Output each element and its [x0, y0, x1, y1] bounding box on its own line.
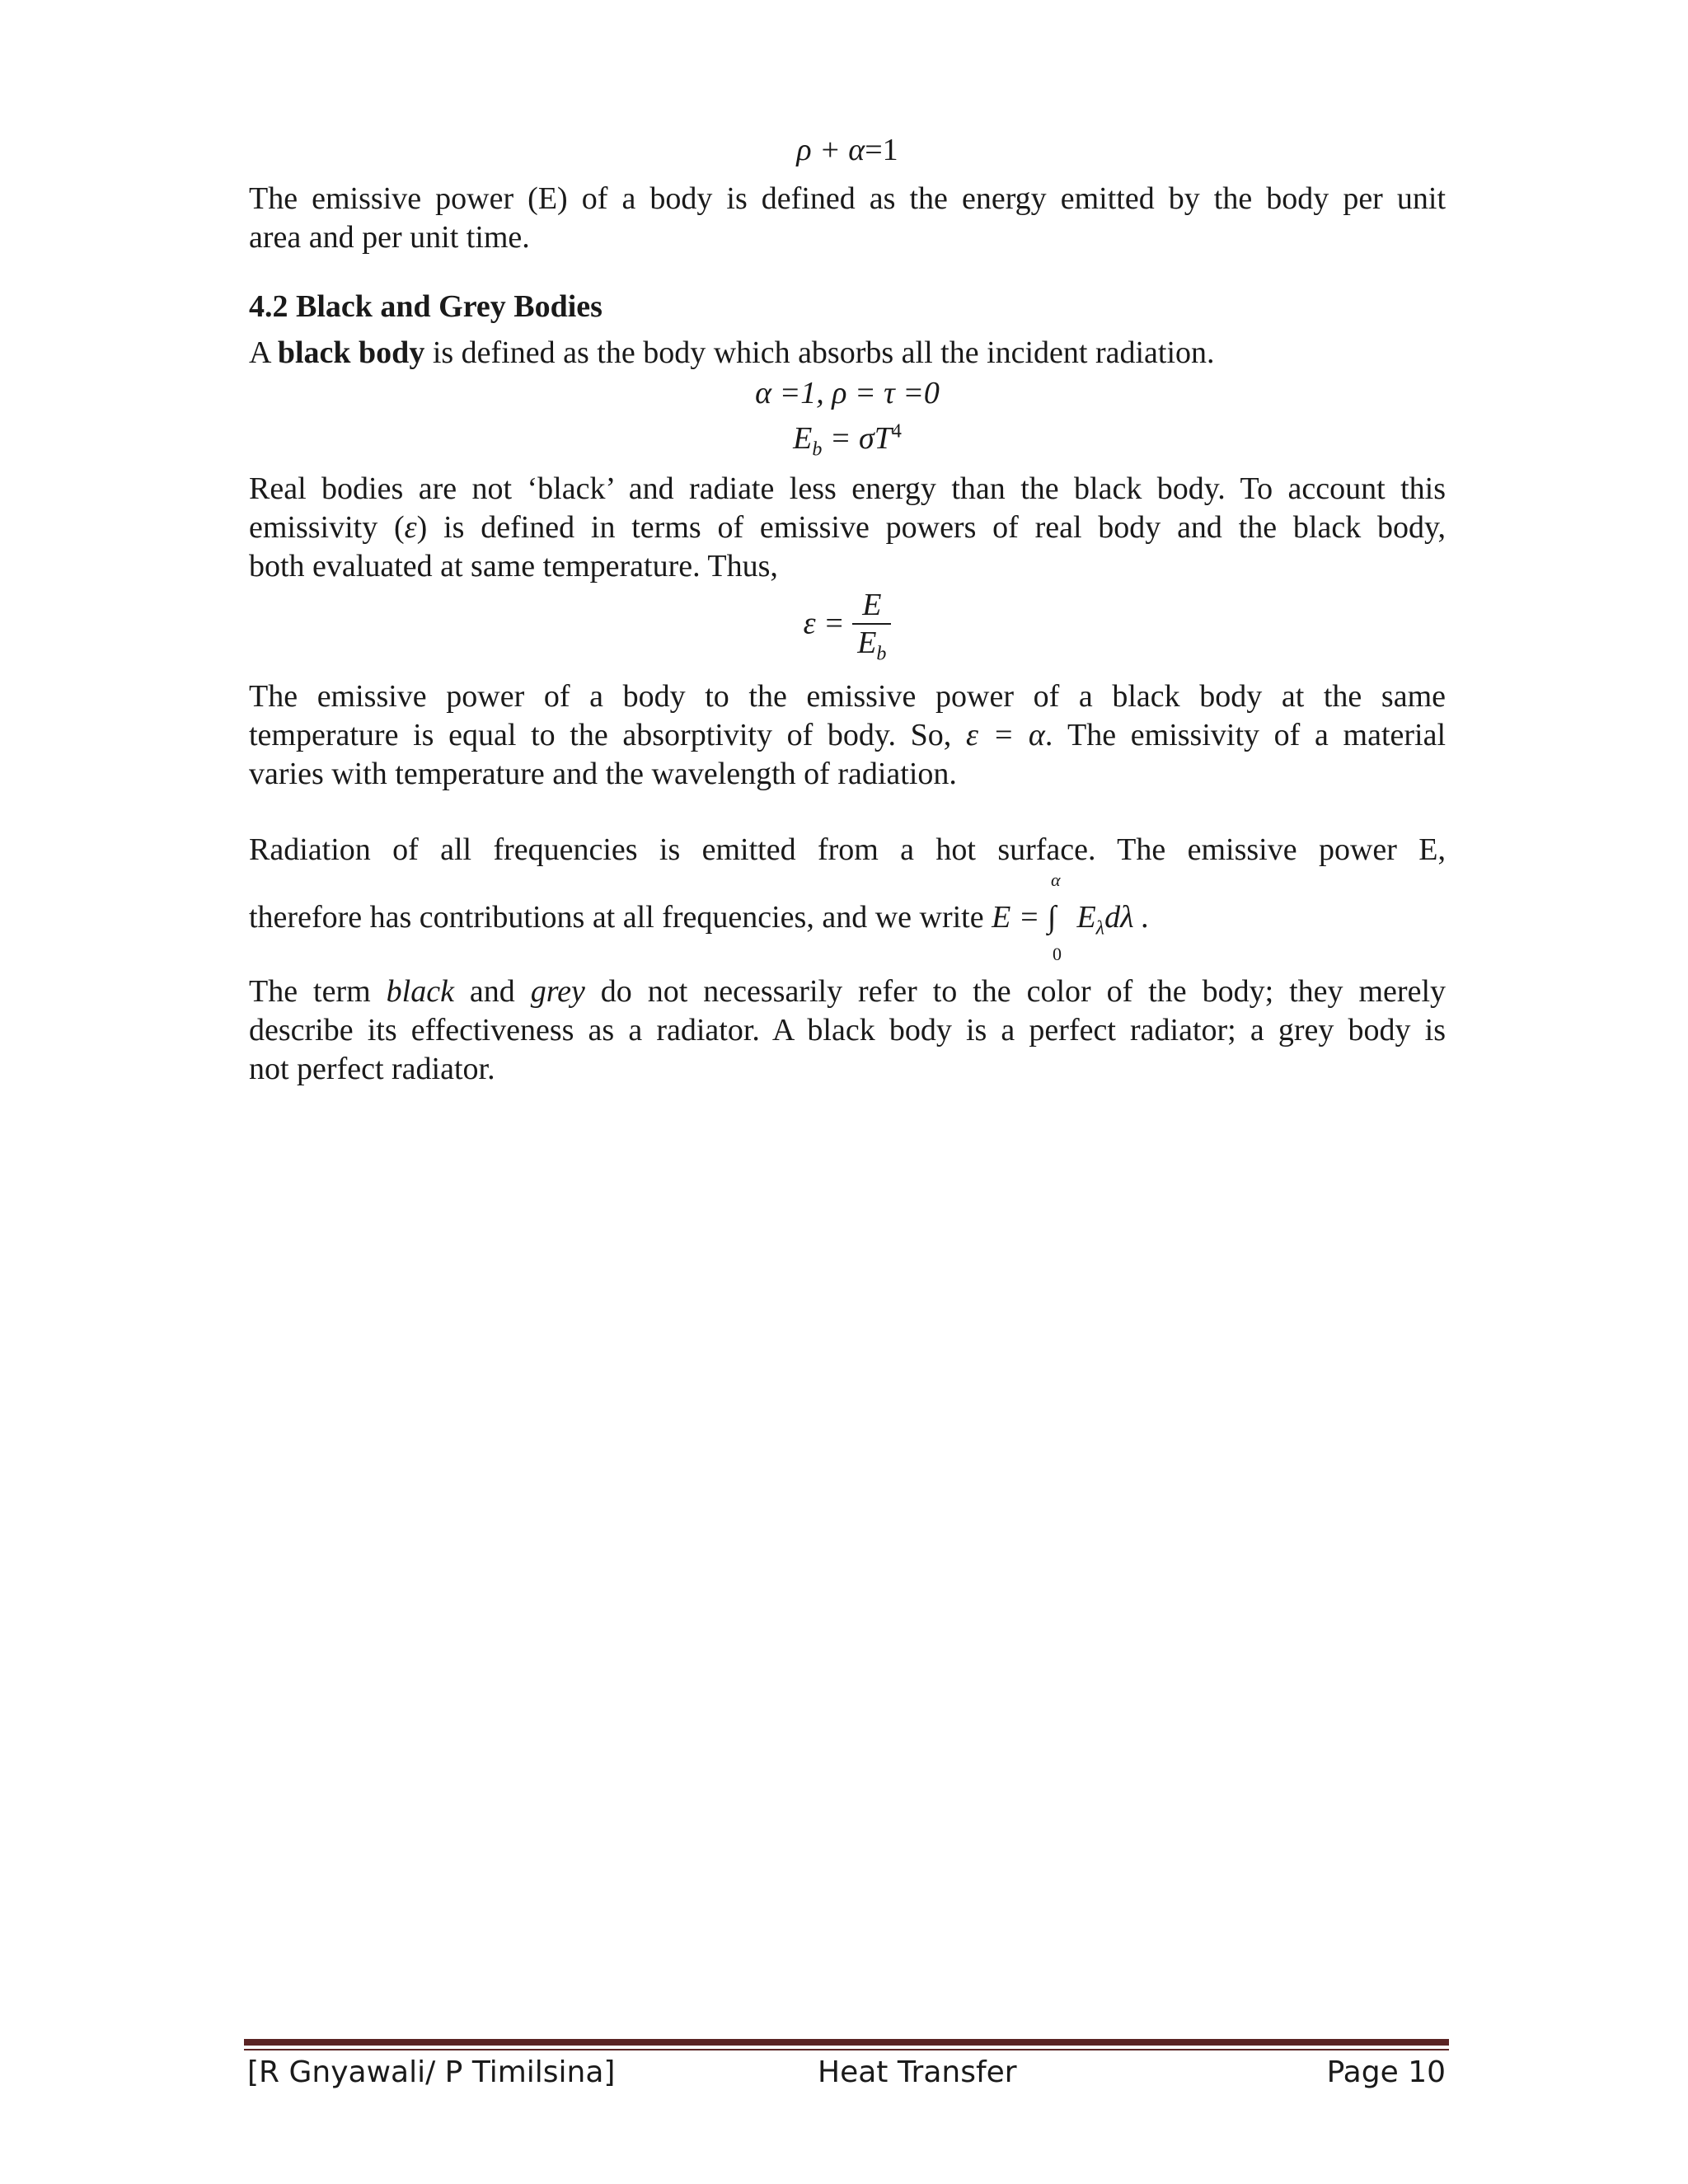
equation-lhs: ρ + α: [796, 133, 865, 167]
integral-lhs: E =: [992, 900, 1040, 935]
equation-stefan-boltzmann: [249, 420, 1446, 462]
fraction: [852, 587, 891, 666]
text-line: describe its effectiveness as a radiator. A black body is a perfect radiator; a grey body is: [249, 1013, 1446, 1047]
text-line: Real bodies are not ‘black’ and radiate less energy than the black body. To account this: [249, 471, 1446, 506]
text-fragment: The term: [249, 974, 387, 1009]
text-prefix: A: [249, 335, 278, 370]
text-fragment: . The emissivity of a material: [1044, 718, 1447, 752]
footer-rule: [244, 2039, 1449, 2046]
integrand: E: [1076, 900, 1096, 935]
inline-equation: ε = α: [965, 718, 1045, 752]
paragraph-integral-line: [249, 869, 1446, 964]
equation-superscript: 4: [891, 420, 902, 443]
equation-rho-alpha: [249, 132, 1446, 168]
text-line: [249, 509, 1446, 547]
text-line: Radiation of all frequencies is emitted from a hot surface. The emissive power E,: [249, 832, 1446, 867]
footer-page-number: Page 10: [1326, 2055, 1446, 2089]
equation-text: α =1, ρ = τ =0: [755, 376, 940, 410]
paragraph-emissive-power: [249, 180, 1446, 257]
text-line: [249, 972, 1446, 1011]
italic-term-black: black: [386, 974, 454, 1009]
integral-sign: [1047, 869, 1069, 964]
integrand-differential: dλ .: [1104, 900, 1150, 935]
equation-lhs: E: [793, 421, 813, 456]
section-heading: 4.2 Black and Grey Bodies: [249, 289, 603, 324]
text-line: both evaluated at same temperature. Thus,: [249, 549, 778, 583]
paragraph-black-grey-terms: [249, 972, 1446, 1089]
paragraph-real-bodies: [249, 470, 1446, 586]
text-line: The emissive power of a body to the emissive power of a black body at the same: [249, 679, 1446, 714]
equation-mid: = σT: [822, 421, 892, 456]
equation-rhs: =1: [865, 133, 898, 167]
equation-black-body-conditions: [249, 375, 1446, 411]
denominator-base: E: [857, 626, 877, 660]
footer-rule-thin: [244, 2049, 1449, 2050]
paragraph-black-body: [249, 334, 1446, 373]
integral-symbol: ∫: [1047, 900, 1057, 935]
text-fragment: emissivity (: [249, 510, 405, 545]
text-fragment: ) is defined in terms of emissive powers of real body and the black body,: [416, 510, 1447, 545]
equation-lhs: ε =: [803, 606, 845, 641]
text-suffix: is defined as the body which absorbs all the incident radiation.: [424, 335, 1215, 370]
integral-lower-limit: 0: [1052, 944, 1062, 964]
italic-term-grey: grey: [530, 974, 585, 1009]
paragraph-radiation-frequencies: [249, 831, 1446, 869]
fraction-denominator: [852, 625, 891, 666]
bold-term: black body: [277, 335, 425, 370]
paragraph-absorptivity: [249, 677, 1446, 794]
integral-upper-limit: α: [1050, 869, 1061, 890]
text-fragment: therefore has contributions at all frequencies, and we write: [249, 900, 984, 935]
text-line: not perfect radiator.: [249, 1052, 495, 1086]
fraction-numerator: E: [852, 587, 891, 625]
text-line: The emissive power (E) of a body is defined as the energy emitted by the body per unit: [249, 181, 1446, 216]
text-fragment: temperature is equal to the absorptivity of body. So,: [249, 718, 952, 752]
footer-authors: [R Gnyawali/ P Timilsina]: [247, 2055, 616, 2089]
equation-subscript: b: [812, 438, 823, 461]
text-line: area and per unit time.: [249, 220, 530, 255]
epsilon-symbol: ε: [404, 510, 417, 545]
text-line: varies with temperature and the wavelength of radiation.: [249, 757, 957, 791]
text-line: [249, 869, 1446, 964]
text-line: [249, 334, 1446, 373]
footer-subject: Heat Transfer: [818, 2055, 1017, 2089]
text-line: [249, 716, 1446, 755]
equation-emissivity: [249, 587, 1446, 666]
integrand-subscript: λ: [1095, 917, 1105, 940]
text-fragment: do not necessarily refer to the color of the body; they merely: [584, 974, 1447, 1009]
denominator-subscript: b: [876, 643, 887, 665]
text-fragment: and: [453, 974, 531, 1009]
